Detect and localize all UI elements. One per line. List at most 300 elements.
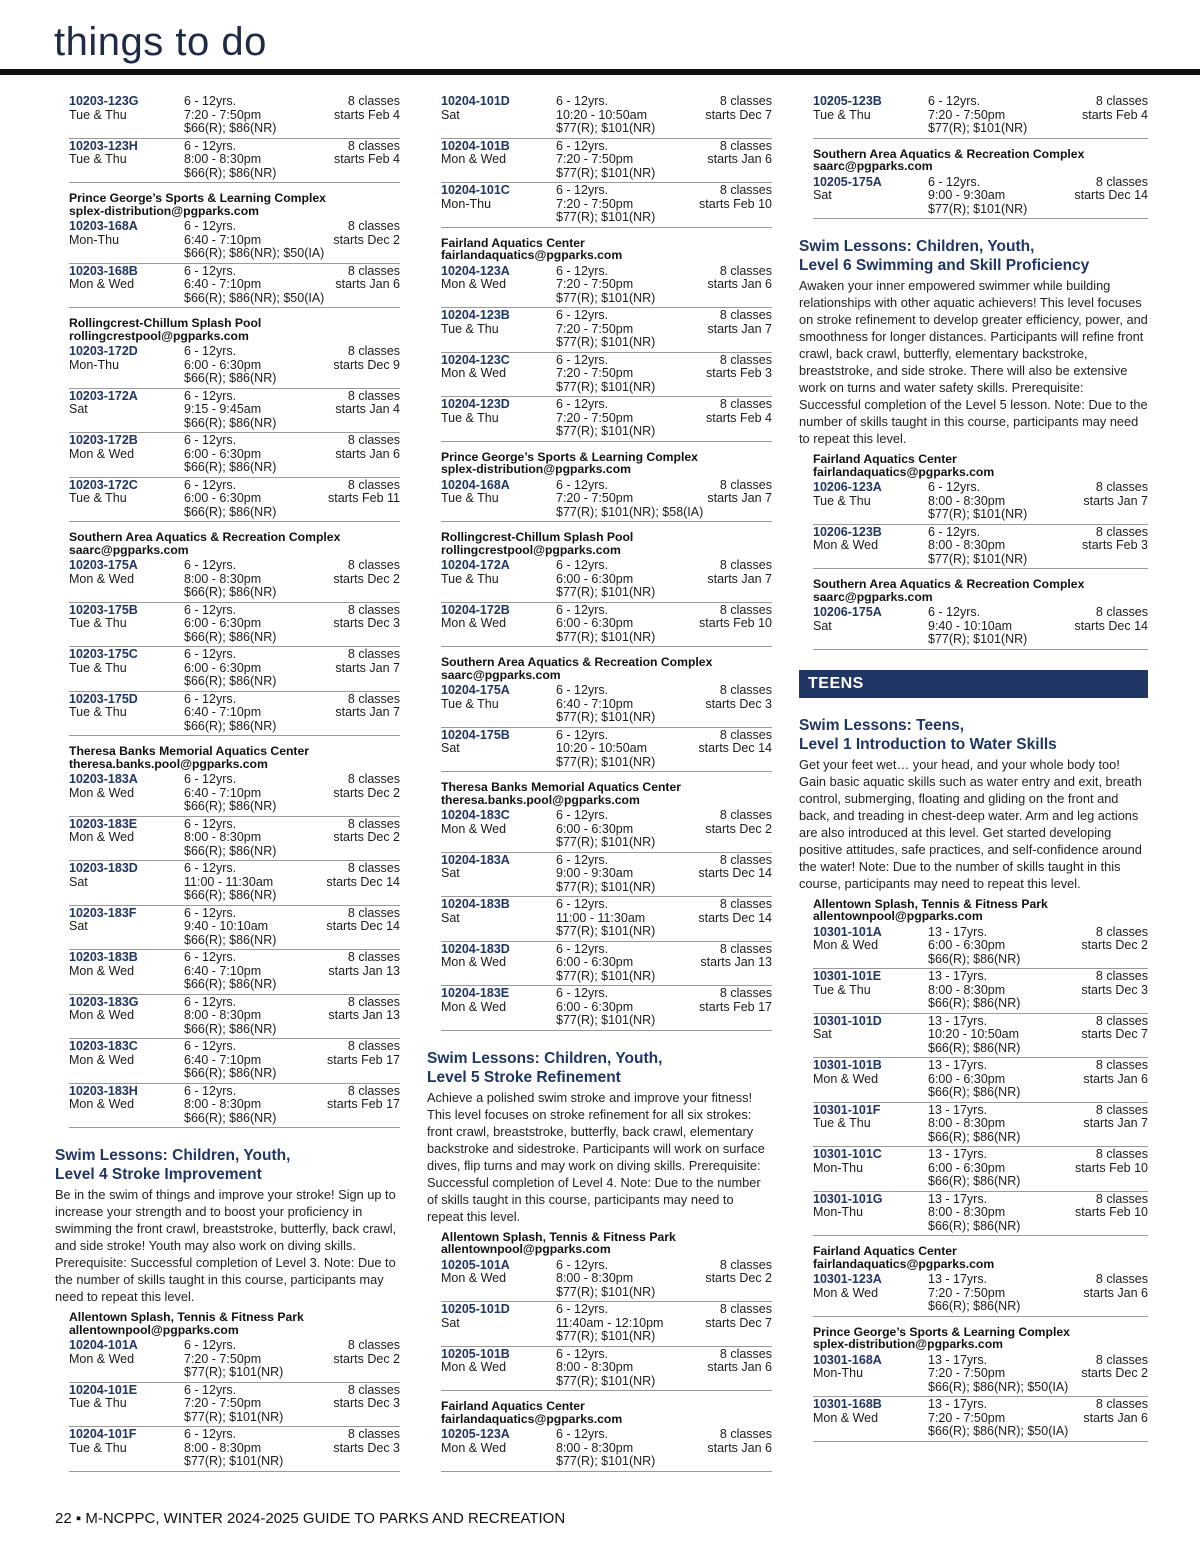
- class-age: 6 - 12yrs.: [184, 950, 237, 964]
- class-time: 6:40 - 7:10pm: [184, 705, 262, 719]
- class-fee: $66(R); $86(NR): [928, 996, 1021, 1010]
- class-fee: $77(R); $101(NR): [556, 379, 656, 394]
- class-entry: [813, 1397, 1148, 1442]
- class-count: 8 classes: [347, 219, 400, 233]
- class-count: 8 classes: [1095, 1013, 1148, 1028]
- class-code: 10204-183C: [441, 808, 510, 822]
- course-description: Get your feet wet… your head, and your whole body too! Gain basic aquatic skills such as water entry and exit, breath control, submerging, floating and gliding on the front and back, and treading in chest-deep water. Arm and leg actions are also introduced at this level. Get started developing positive attitudes, safe practices, and self-confidence around the water! Note: Due to the number of skills taught in this course, participants may need to repeat this level.: [799, 756, 1142, 891]
- class-entry: [441, 897, 772, 942]
- class-time: 7:20 - 7:50pm: [556, 321, 634, 336]
- class-code: 10204-183B: [441, 897, 510, 911]
- venue-email[interactable]: saarc@pgparks.com: [813, 159, 933, 173]
- class-code: 10203-172A: [69, 388, 138, 403]
- class-start: starts Dec 2: [333, 785, 400, 800]
- class-count: 8 classes: [347, 772, 400, 786]
- class-entry: [813, 525, 1148, 570]
- class-entry: [69, 1338, 400, 1383]
- venue-name: Allentown Splash, Tennis & Fitness Park: [813, 896, 1048, 911]
- class-time: 7:20 - 7:50pm: [556, 491, 634, 505]
- venue-email[interactable]: theresa.banks.pool@pgparks.com: [441, 792, 640, 807]
- class-days: Mon & Wed: [69, 1351, 135, 1366]
- class-days: Mon & Wed: [813, 538, 879, 552]
- class-fee: $77(R); $101(NR): [556, 629, 656, 644]
- venue-email[interactable]: splex-distribution@pgparks.com: [69, 203, 259, 218]
- page-footer: 22 ▪ M-NCPPC, WINTER 2024-2025 GUIDE TO PARKS AND RECREATION: [55, 1510, 566, 1527]
- class-days: Mon & Wed: [441, 366, 507, 380]
- class-code: 10203-123H: [69, 138, 138, 153]
- class-fee: $66(R); $86(NR): [184, 121, 277, 135]
- class-code: 10203-183B: [69, 950, 138, 964]
- class-fee: $77(R); $101(NR): [928, 121, 1028, 135]
- class-code: 10301-101B: [813, 1058, 882, 1072]
- class-count: 8 classes: [347, 388, 400, 403]
- class-entry: [69, 817, 400, 862]
- venue-header: [55, 1311, 400, 1336]
- class-entry: [69, 558, 400, 603]
- class-time: 6:00 - 6:30pm: [184, 357, 262, 372]
- class-fee: $66(R); $86(NR): [184, 1021, 277, 1036]
- class-entry: [441, 808, 772, 853]
- class-entry: [813, 94, 1148, 139]
- class-code: 10205-101A: [441, 1257, 510, 1272]
- class-code: 10204-183D: [441, 941, 510, 956]
- class-age: 6 - 12yrs.: [184, 263, 237, 278]
- class-start: starts Dec 3: [333, 1440, 400, 1455]
- class-days: Mon & Wed: [69, 571, 135, 586]
- class-start: starts Dec 14: [698, 741, 772, 755]
- class-fee: $77(R); $101(NR): [928, 632, 1028, 646]
- venue-header: [427, 656, 772, 681]
- class-time: 8:00 - 8:30pm: [184, 830, 262, 844]
- class-list: [427, 1427, 772, 1472]
- class-age: 13 - 17yrs.: [928, 1058, 988, 1072]
- class-code: 10301-101A: [813, 924, 882, 939]
- class-fee: $77(R); $101(NR): [556, 335, 656, 349]
- class-start: starts Jan 4: [335, 402, 400, 416]
- class-count: 8 classes: [347, 816, 400, 831]
- class-code: 10204-183A: [441, 852, 510, 867]
- class-time: 6:40 - 7:10pm: [556, 696, 634, 711]
- venue-header: [427, 1400, 772, 1425]
- course-title: [799, 237, 1148, 275]
- class-age: 6 - 12yrs.: [184, 691, 237, 706]
- venue-email[interactable]: fairlandaquatics@pgparks.com: [813, 464, 995, 479]
- class-fee: $77(R); $101(NR): [556, 968, 656, 983]
- class-time: 6:00 - 6:30pm: [556, 999, 634, 1014]
- class-code: 10203-183G: [69, 994, 139, 1009]
- class-code: 10203-168B: [69, 263, 138, 278]
- class-fee: $77(R); $101(NR): [556, 879, 656, 894]
- class-time: 6:00 - 6:30pm: [184, 446, 262, 461]
- class-age: 6 - 12yrs.: [556, 138, 609, 153]
- class-fee: $66(R); $86(NR): [184, 843, 277, 858]
- class-count: 8 classes: [1095, 1058, 1148, 1072]
- class-age: 13 - 17yrs.: [928, 1352, 988, 1367]
- class-time: 7:20 - 7:50pm: [928, 1366, 1006, 1380]
- class-fee: $77(R); $101(NR); $58(IA): [556, 504, 704, 519]
- course-title: [55, 1146, 400, 1184]
- class-code: 10204-123C: [441, 352, 510, 367]
- class-entry: [69, 1427, 400, 1472]
- class-age: 6 - 12yrs.: [184, 647, 237, 661]
- class-count: 8 classes: [1095, 480, 1148, 494]
- class-start: starts Jan 6: [707, 1440, 772, 1455]
- course-description: Achieve a polished swim stroke and improve your fitness! This level focuses on stroke refinement for all six strokes: front crawl, breaststroke, butterfly, back crawl, elementary backstroke and sidestroke. Participants will work on surface dives, flip turns and may work on diving skills. Prerequisite: Successful completion of Level 4. Note: Due to the number of skills taught in this course, participants may need to repeat this level.: [427, 1089, 765, 1224]
- class-code: 10203-175D: [69, 691, 138, 706]
- class-count: 8 classes: [1095, 94, 1148, 108]
- class-code: 10301-101E: [813, 969, 882, 983]
- class-days: Mon-Thu: [69, 357, 120, 372]
- class-days: Sat: [441, 1315, 460, 1330]
- class-start: starts Dec 2: [333, 232, 400, 247]
- class-days: Mon & Wed: [69, 830, 135, 844]
- class-time: 6:40 - 7:10pm: [184, 232, 262, 247]
- venue-header: [799, 1326, 1148, 1351]
- class-code: 10203-175C: [69, 647, 138, 661]
- class-days: Tue & Thu: [69, 616, 127, 630]
- class-start: starts Feb 4: [334, 152, 400, 166]
- class-time: 7:20 - 7:50pm: [928, 1285, 1006, 1300]
- class-entry: [813, 1147, 1148, 1192]
- venue-email[interactable]: allentownpool@pgparks.com: [813, 909, 983, 923]
- class-fee: $66(R); $86(NR): [928, 1174, 1021, 1188]
- class-entry: [441, 942, 772, 987]
- class-age: 6 - 12yrs.: [184, 433, 237, 447]
- class-start: starts Dec 2: [1081, 938, 1148, 952]
- class-fee: $77(R); $101(NR): [556, 1373, 656, 1388]
- class-time: 8:00 - 8:30pm: [928, 1205, 1006, 1219]
- class-start: starts Jan 6: [707, 277, 772, 291]
- class-list: [799, 925, 1148, 1237]
- class-count: 8 classes: [719, 308, 772, 322]
- class-start: starts Dec 9: [333, 357, 400, 372]
- class-time: 7:20 - 7:50pm: [928, 107, 1006, 122]
- class-time: 7:20 - 7:50pm: [556, 196, 634, 211]
- class-entry: [813, 969, 1148, 1014]
- class-count: 8 classes: [347, 905, 400, 920]
- class-age: 6 - 12yrs.: [184, 1382, 237, 1397]
- class-days: Mon & Wed: [69, 1052, 135, 1067]
- venue-name: Southern Area Aquatics & Recreation Complex: [813, 577, 1085, 591]
- class-days: Sat: [813, 618, 832, 633]
- class-list: [55, 558, 400, 736]
- venue-email[interactable]: splex-distribution@pgparks.com: [813, 1337, 1003, 1351]
- class-time: 6:40 - 7:10pm: [184, 963, 262, 978]
- class-fee: $77(R); $101(NR): [556, 165, 656, 180]
- venue-email[interactable]: splex-distribution@pgparks.com: [441, 462, 631, 476]
- class-code: 10203-183H: [69, 1083, 138, 1098]
- class-count: 8 classes: [1095, 924, 1148, 939]
- class-time: 8:00 - 8:30pm: [184, 571, 262, 586]
- class-entry: [813, 175, 1148, 220]
- class-age: 13 - 17yrs.: [928, 1272, 988, 1286]
- class-list: [55, 94, 400, 183]
- class-code: 10203-123G: [69, 94, 139, 108]
- venue-name: Rollingcrest-Chillum Splash Pool: [441, 530, 634, 544]
- class-fee: $77(R); $101(NR): [556, 585, 656, 599]
- class-time: 10:20 - 10:50am: [928, 1027, 1020, 1041]
- class-entry: [69, 264, 400, 309]
- class-days: Mon & Wed: [441, 821, 507, 836]
- class-entry: [441, 478, 772, 523]
- class-entry: [69, 647, 400, 692]
- class-time: 8:00 - 8:30pm: [184, 1008, 262, 1022]
- class-time: 7:20 - 7:50pm: [928, 1410, 1006, 1425]
- class-days: Sat: [441, 741, 460, 755]
- class-list: [799, 1353, 1148, 1442]
- course-title-line: Swim Lessons: Teens,: [799, 716, 965, 734]
- class-age: 6 - 12yrs.: [556, 94, 609, 108]
- class-days: Tue & Thu: [69, 660, 127, 675]
- section-band-teens: TEENS: [799, 670, 1148, 698]
- class-start: starts Jan 7: [1083, 1116, 1148, 1130]
- class-count: 8 classes: [347, 1083, 400, 1098]
- class-fee: $77(R); $101(NR): [556, 210, 656, 224]
- venue-header: [799, 148, 1148, 173]
- class-list: [427, 94, 772, 228]
- class-list: [799, 1272, 1148, 1317]
- class-fee: $66(R); $86(NR): [184, 415, 277, 430]
- class-entry: [69, 344, 400, 389]
- class-fee: $66(R); $86(NR); $50(IA): [928, 1424, 1069, 1438]
- class-time: 11:00 - 11:30am: [556, 910, 646, 925]
- class-age: 6 - 12yrs.: [184, 994, 237, 1009]
- course-title: [427, 1049, 772, 1087]
- class-time: 6:00 - 6:30pm: [928, 1071, 1006, 1086]
- venue-header: [427, 531, 772, 556]
- class-entry: [441, 139, 772, 184]
- class-start: starts Dec 14: [1074, 618, 1148, 633]
- class-days: Sat: [441, 910, 460, 925]
- class-entry: [69, 1383, 400, 1428]
- class-count: 8 classes: [347, 950, 400, 964]
- class-days: Mon & Wed: [441, 955, 507, 969]
- class-age: 6 - 12yrs.: [184, 1039, 237, 1053]
- venue-email[interactable]: theresa.banks.pool@pgparks.com: [69, 756, 268, 771]
- class-list: [427, 478, 772, 523]
- class-start: starts Jan 6: [1083, 1285, 1148, 1300]
- class-entry: [441, 986, 772, 1031]
- class-code: 10301-168B: [813, 1397, 882, 1411]
- class-age: 6 - 12yrs.: [556, 263, 609, 278]
- venue-email[interactable]: saarc@pgparks.com: [813, 589, 933, 604]
- class-code: 10204-172B: [441, 602, 510, 617]
- class-time: 9:15 - 9:45am: [184, 402, 262, 416]
- class-entry: [813, 1353, 1148, 1398]
- class-age: 6 - 12yrs.: [928, 524, 981, 539]
- class-entry: [441, 264, 772, 309]
- class-age: 13 - 17yrs.: [928, 969, 988, 983]
- class-fee: $66(R); $86(NR): [184, 504, 277, 519]
- class-code: 10301-101G: [813, 1191, 883, 1206]
- class-entry: [441, 1258, 772, 1303]
- class-time: 8:00 - 8:30pm: [556, 1440, 634, 1455]
- class-count: 8 classes: [347, 558, 400, 572]
- class-entry: [813, 1058, 1148, 1103]
- class-time: 7:20 - 7:50pm: [184, 107, 262, 122]
- class-count: 8 classes: [347, 647, 400, 661]
- class-count: 8 classes: [1095, 524, 1148, 539]
- class-start: starts Dec 2: [705, 1271, 772, 1285]
- class-list: [427, 808, 772, 1031]
- class-list: [55, 1338, 400, 1472]
- venue-email[interactable]: fairlandaquatics@pgparks.com: [813, 1256, 995, 1271]
- venue-email[interactable]: saarc@pgparks.com: [441, 667, 561, 682]
- class-code: 10206-123A: [813, 480, 882, 494]
- class-entry: [813, 1103, 1148, 1148]
- class-start: starts Feb 10: [1075, 1205, 1148, 1219]
- class-time: 8:00 - 8:30pm: [928, 982, 1006, 997]
- class-age: 6 - 12yrs.: [184, 1427, 237, 1441]
- class-days: Mon & Wed: [813, 938, 879, 952]
- class-start: starts Feb 3: [706, 366, 772, 380]
- class-days: Mon & Wed: [813, 1071, 879, 1086]
- class-code: 10204-101B: [441, 138, 510, 153]
- class-code: 10301-101D: [813, 1013, 882, 1028]
- class-time: 9:40 - 10:10am: [184, 919, 269, 933]
- course-title: [799, 716, 1148, 754]
- course-title-line: Swim Lessons: Children, Youth,: [427, 1049, 663, 1067]
- class-age: 6 - 12yrs.: [184, 602, 237, 617]
- class-start: starts Feb 3: [1082, 538, 1148, 552]
- class-age: 6 - 12yrs.: [184, 1083, 237, 1098]
- class-age: 6 - 12yrs.: [556, 1427, 609, 1441]
- venue-header: [427, 237, 772, 262]
- venue-name: Prince George’s Sports & Learning Complex: [441, 449, 698, 464]
- class-age: 6 - 12yrs.: [928, 94, 981, 108]
- class-code: 10203-183D: [69, 861, 138, 875]
- class-fee: $66(R); $86(NR): [184, 674, 277, 688]
- venue-name: Southern Area Aquatics & Recreation Complex: [441, 655, 713, 669]
- venue-email[interactable]: saarc@pgparks.com: [69, 542, 189, 557]
- class-fee: $66(R); $86(NR): [184, 585, 277, 599]
- class-days: Sat: [69, 874, 88, 889]
- class-start: starts Jan 13: [700, 955, 772, 969]
- class-time: 7:20 - 7:50pm: [184, 1351, 262, 1366]
- class-code: 10205-123A: [441, 1427, 510, 1441]
- class-time: 6:00 - 6:30pm: [556, 955, 634, 969]
- class-entry: [441, 853, 772, 898]
- class-age: 6 - 12yrs.: [556, 558, 609, 572]
- class-code: 10301-168A: [813, 1352, 882, 1367]
- class-entry: [69, 389, 400, 434]
- class-days: Tue & Thu: [69, 152, 127, 166]
- class-days: Sat: [69, 919, 88, 933]
- class-list: [427, 683, 772, 772]
- class-count: 8 classes: [719, 94, 772, 108]
- class-start: starts Dec 2: [333, 1351, 400, 1366]
- venue-name: Theresa Banks Memorial Aquatics Center: [441, 780, 681, 794]
- class-fee: $77(R); $101(NR): [928, 201, 1028, 216]
- class-count: 8 classes: [719, 477, 772, 492]
- class-code: 10204-101C: [441, 183, 510, 197]
- class-age: 6 - 12yrs.: [184, 772, 237, 786]
- class-start: starts Dec 14: [326, 874, 400, 889]
- class-entry: [69, 950, 400, 995]
- class-age: 13 - 17yrs.: [928, 1102, 988, 1117]
- venue-name: Fairland Aquatics Center: [813, 452, 957, 466]
- class-entry: [69, 906, 400, 951]
- class-code: 10204-183E: [441, 986, 510, 1000]
- class-start: starts Dec 7: [705, 107, 772, 122]
- class-list: [799, 175, 1148, 220]
- class-count: 8 classes: [719, 397, 772, 411]
- class-days: Tue & Thu: [69, 1396, 127, 1410]
- class-time: 9:40 - 10:10am: [928, 618, 1013, 633]
- class-fee: $66(R); $86(NR): [184, 460, 277, 474]
- class-entry: [441, 94, 772, 139]
- class-fee: $66(R); $86(NR): [184, 1066, 277, 1080]
- class-time: 6:40 - 7:10pm: [184, 1052, 262, 1067]
- class-age: 6 - 12yrs.: [556, 941, 609, 956]
- class-count: 8 classes: [719, 263, 772, 278]
- venue-name: Prince George’s Sports & Learning Complex: [813, 1324, 1070, 1339]
- venue-email[interactable]: allentownpool@pgparks.com: [441, 1242, 611, 1256]
- class-start: starts Jan 6: [1083, 1410, 1148, 1425]
- class-code: 10204-101A: [69, 1338, 138, 1352]
- class-days: Mon & Wed: [441, 1360, 507, 1374]
- class-entry: [69, 219, 400, 264]
- class-code: 10301-123A: [813, 1272, 882, 1286]
- venue-email[interactable]: allentownpool@pgparks.com: [69, 1322, 239, 1337]
- class-start: starts Feb 10: [699, 616, 772, 630]
- venue-email[interactable]: rollingcrestpool@pgparks.com: [69, 328, 249, 343]
- class-code: 10203-175B: [69, 602, 138, 617]
- class-entry: [441, 683, 772, 728]
- venue-name: Fairland Aquatics Center: [441, 1399, 585, 1413]
- class-time: 11:40am - 12:10pm: [556, 1315, 664, 1330]
- class-start: starts Jan 6: [335, 446, 400, 461]
- class-count: 8 classes: [1095, 1397, 1148, 1411]
- class-count: 8 classes: [719, 1257, 772, 1272]
- venue-header: [427, 781, 772, 806]
- class-age: 6 - 12yrs.: [184, 861, 237, 875]
- venue-email[interactable]: fairlandaquatics@pgparks.com: [441, 1411, 623, 1426]
- class-time: 6:40 - 7:10pm: [184, 785, 262, 800]
- class-fee: $66(R); $86(NR): [184, 718, 277, 733]
- class-code: 10301-101F: [813, 1102, 881, 1117]
- class-days: Sat: [813, 1027, 832, 1041]
- class-start: starts Dec 2: [333, 830, 400, 844]
- venue-email[interactable]: fairlandaquatics@pgparks.com: [441, 248, 623, 262]
- class-list: [799, 94, 1148, 139]
- class-days: Mon & Wed: [441, 277, 507, 291]
- class-age: 6 - 12yrs.: [556, 897, 609, 911]
- venue-name: Allentown Splash, Tennis & Fitness Park: [69, 1310, 304, 1324]
- class-start: starts Dec 2: [1081, 1366, 1148, 1380]
- class-entry: [69, 692, 400, 737]
- class-time: 9:00 - 9:30am: [556, 866, 634, 880]
- class-time: 6:00 - 6:30pm: [556, 571, 634, 586]
- course-title-line: Level 5 Stroke Refinement: [427, 1068, 621, 1086]
- class-entry: [69, 603, 400, 648]
- class-days: Mon & Wed: [69, 1008, 135, 1022]
- class-entry: [69, 139, 400, 184]
- class-days: Mon-Thu: [813, 1205, 864, 1219]
- class-count: 8 classes: [347, 433, 400, 447]
- class-days: Tue & Thu: [69, 705, 127, 719]
- class-start: starts Dec 14: [1074, 188, 1148, 202]
- class-age: 6 - 12yrs.: [556, 397, 609, 411]
- class-code: 10205-101D: [441, 1302, 510, 1316]
- venue-email[interactable]: rollingcrestpool@pgparks.com: [441, 542, 621, 557]
- class-count: 8 classes: [719, 558, 772, 572]
- class-fee: $66(R); $86(NR): [928, 951, 1021, 966]
- column-1: [55, 94, 400, 1472]
- class-code: 10204-175B: [441, 727, 510, 742]
- class-start: starts Feb 4: [706, 410, 772, 425]
- class-code: 10204-172A: [441, 558, 510, 572]
